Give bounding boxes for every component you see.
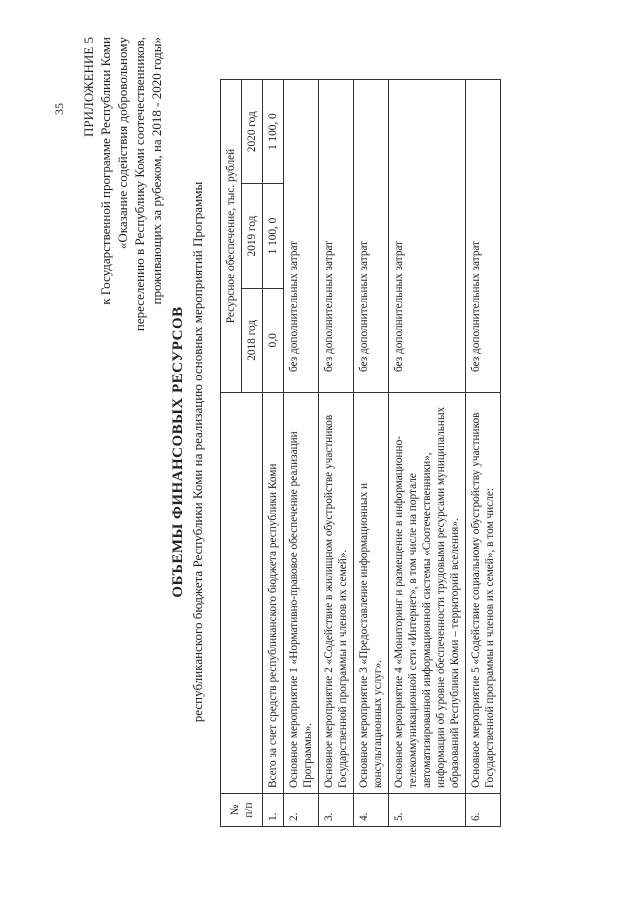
table-row: [263, 80, 284, 827]
table-row: [319, 80, 354, 827]
col-header-resource: Ресурсное обеспечение, тыс. рублей: [221, 80, 242, 393]
row-name: Основное мероприятие 3 «Предоставление информационных и консультационных услуг».: [354, 393, 389, 794]
row-number: 6.: [466, 794, 501, 827]
resources-table: [220, 79, 501, 827]
table-row: [354, 80, 389, 827]
row-note: без дополнительных затрат: [319, 80, 354, 393]
row-number: 2.: [284, 794, 319, 827]
table-row: [466, 80, 501, 827]
row-number: 5.: [389, 794, 466, 827]
row-value: 1 100, 0: [263, 80, 284, 184]
col-header-number: № п/п: [221, 794, 263, 827]
document-page: [10, 7, 630, 897]
col-header-year: 2020 год: [242, 80, 263, 184]
row-name: Всего за счет средств республиканского бюджета республики Коми: [263, 393, 284, 794]
document-subtitle: республиканского бюджета Республики Коми на реализацию основных мероприятий Программы: [190, 181, 205, 723]
row-note: без дополнительных затрат: [389, 80, 466, 393]
row-value: 0,0: [263, 288, 284, 392]
col-header-year: 2019 год: [242, 184, 263, 288]
col-header-year: 2018 год: [242, 288, 263, 392]
row-name: Основное мероприятие 4 «Мониторинг и размещение в информационно-телекоммуникационной сети «Интернет», в том числе на портале автоматизированной информационной системы «Соотечественники», информации об уровне обеспеченности трудовыми ресурсами муниципальных образований Республики Коми – территорий вселения».: [389, 393, 466, 794]
appendix-line: к Государственной программе Республики Коми: [98, 37, 113, 305]
row-name: Основное мероприятие 2 «Содействие в жилищном обустройстве участников Государственной программы и членов их семей».: [319, 393, 354, 794]
appendix-line: переселению в Республику Коми соотечественников,: [132, 37, 147, 332]
row-number: 4.: [354, 794, 389, 827]
table-row: [284, 80, 319, 827]
row-note: без дополнительных затрат: [354, 80, 389, 393]
table-header-row: [221, 80, 242, 827]
row-number: 1.: [263, 794, 284, 827]
page-number: 35: [52, 103, 66, 115]
row-note: без дополнительных затрат: [284, 80, 319, 393]
col-header-name: [221, 393, 263, 794]
row-number: 3.: [319, 794, 354, 827]
table-row: [389, 80, 466, 827]
row-note: без дополнительных затрат: [466, 80, 501, 393]
document-title: ОБЪЕМЫ ФИНАНСОВЫХ РЕСУРСОВ: [170, 306, 186, 598]
appendix-line: проживающих за рубежом, на 2018 - 2020 годы»: [149, 37, 164, 305]
row-name: Основное мероприятие 1 «Нормативно-правовое обеспечение реализации Программы».: [284, 393, 319, 794]
appendix-line: «Оказание содействия добровольному: [115, 37, 130, 250]
appendix-line: ПРИЛОЖЕНИЕ 5: [81, 37, 96, 137]
appendix-header: [80, 37, 165, 437]
row-name: Основное мероприятие 5 «Содействие социальному обустройству участников Государственной программы и членов их семей», в том числе:: [466, 393, 501, 794]
row-value: 1 100, 0: [263, 184, 284, 288]
